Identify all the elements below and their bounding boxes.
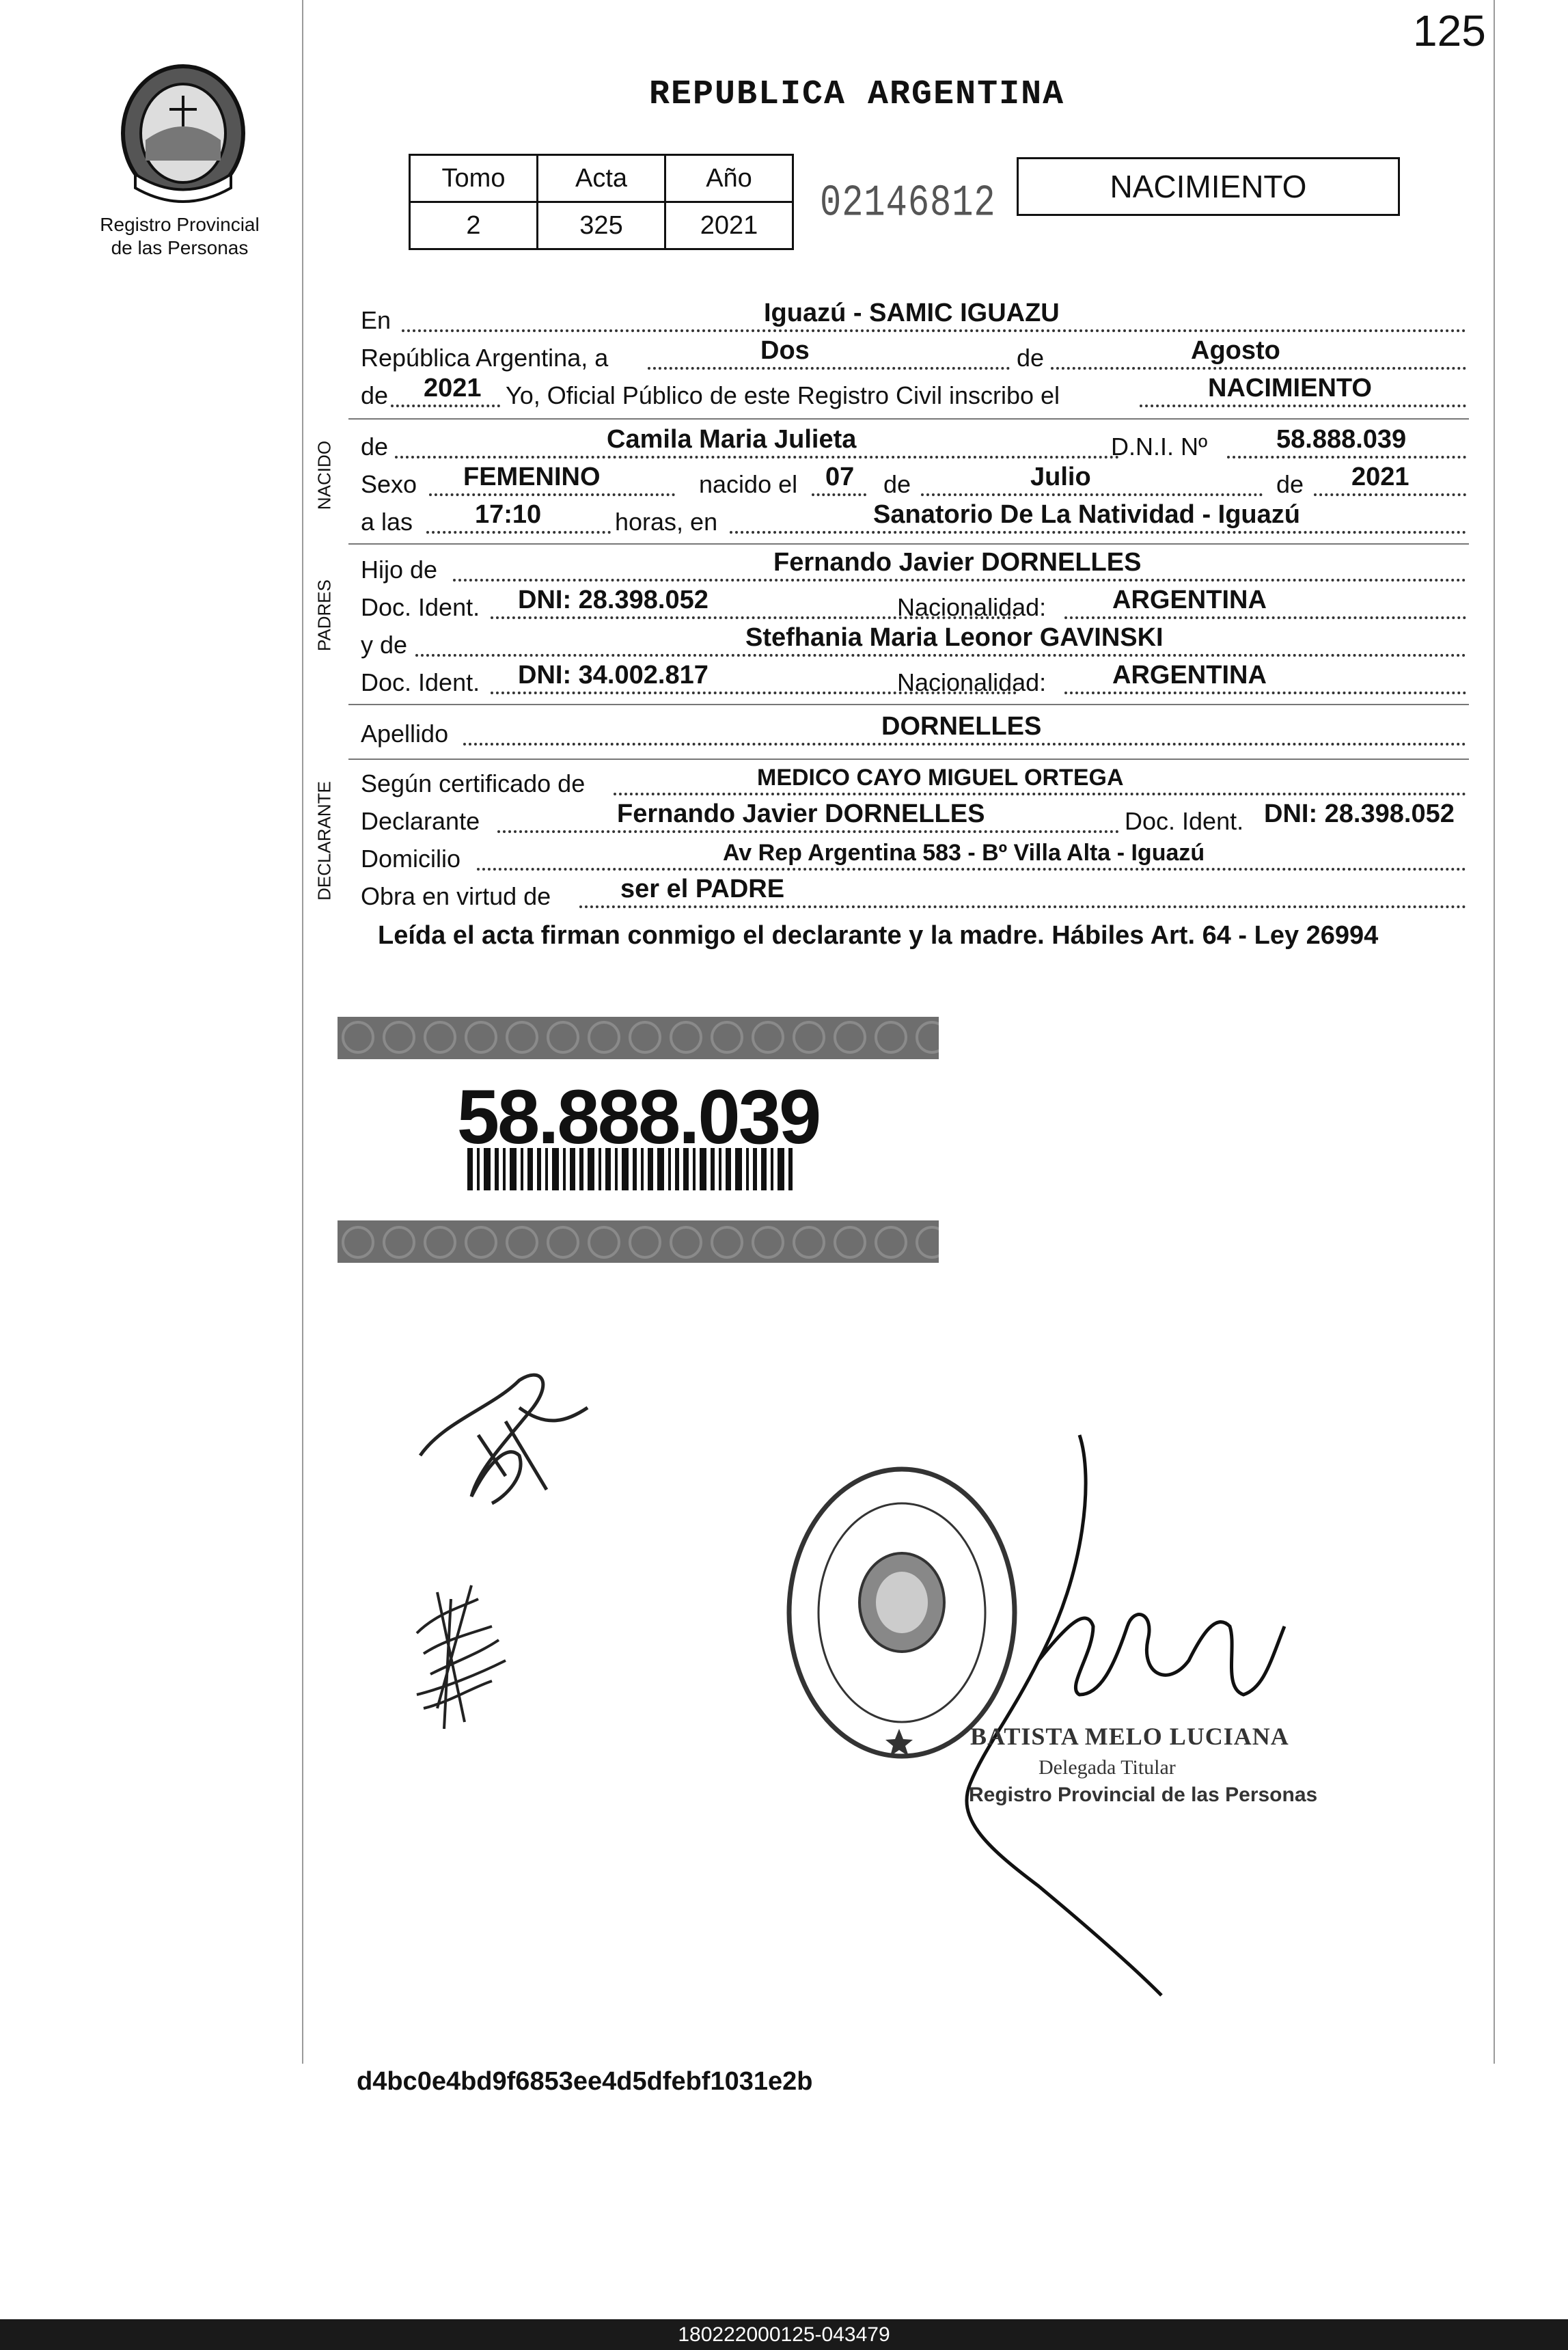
row-apellido: Apellido DORNELLES [361,714,1466,748]
section-label-nacido: NACIDO [314,440,335,510]
row-madre: y de Stefhania Maria Leonor GAVINSKI [361,625,1466,659]
row-madre-doc: Doc. Ident. DNI: 34.002.817 Nacionalidad: ARGENTINA [361,663,1466,697]
row-obra: Obra en virtud de ser el PADRE [361,877,1466,911]
child-dni: 58.888.039 [1276,425,1407,454]
officer-name: BATISTA MELO LUCIANA [970,1723,1289,1750]
header-ano: Año [665,155,793,202]
header-tomo: Tomo [410,155,538,202]
officer-signature [967,1435,1284,1995]
row-certificado: Según certificado de MEDICO CAYO MIGUEL ORTEGA [361,764,1466,798]
row-hora: a las 17:10 horas, en Sanatorio De La Natividad - Iguazú [361,502,1466,536]
row-inscribo: de 2021 Yo, Oficial Público de este Registro Civil inscribo el NACIMIENTO [361,376,1466,410]
provincial-crest-icon [115,58,251,205]
declarant-name: Fernando Javier DORNELLES [617,800,985,828]
officer-role: Delegada Titular [1039,1756,1176,1779]
mother-signature [417,1585,506,1729]
footer-code: 180222000125-043479 [0,2319,1568,2350]
row-sexo: Sexo FEMENINO nacido el 07 de Julio de 2021 [361,465,1466,499]
row-en: En Iguazú - SAMIC IGUAZU [361,301,1466,335]
document-hash: d4bc0e4bd9f6853ee4d5dfebf1031e2b [357,2067,813,2096]
header-acta: Acta [538,155,665,202]
left-margin-line [302,0,303,2064]
officer-org: Registro Provincial de las Personas [969,1784,1318,1806]
place-value: Iguazú - SAMIC IGUAZU [764,299,1060,327]
act-type-box: NACIMIENTO [1017,157,1400,216]
section-label-padres: PADRES [314,579,335,651]
dni-number-card [338,1017,939,1263]
serial-number: 02146812 [820,178,996,229]
right-margin-line [1494,0,1495,2064]
row-padre-doc: Doc. Ident. DNI: 28.398.052 Nacionalidad: ARGENTINA [361,588,1466,622]
register-table [409,154,794,250]
row-domicilio: Domicilio Av Rep Argentina 583 - Bº Villa Alta - Iguazú [361,839,1466,873]
mother-name: Stefhania Maria Leonor GAVINSKI [745,623,1164,652]
issuer-name: Registro Provincial de las Personas [100,214,260,258]
table-header-row [410,155,793,202]
row-declarante: Declarante Fernando Javier DORNELLES Doc. Ident. DNI: 28.398.052 [361,800,1455,835]
child-name: Camila Maria Julieta [607,425,857,454]
value-ano: 2021 [665,202,793,249]
surname: DORNELLES [881,712,1042,741]
page-number: 125 [1413,6,1486,55]
page-title: REPUBLICA ARGENTINA [649,75,1065,114]
value-acta: 325 [538,202,665,249]
section-label-declarante: DECLARANTE [314,781,335,901]
row-padre: Hijo de Fernando Javier DORNELLES [361,550,1466,584]
value-tomo: 2 [410,202,538,249]
declarant-signature [420,1375,588,1503]
signing-note: Leída el acta firman conmigo el declarante y la madre. Hábiles Art. 64 - Ley 26994 [378,921,1379,950]
table-row [410,202,793,249]
row-nacido-nombre: de Camila Maria Julieta D.N.I. Nº 58.888.039 [361,427,1466,461]
dni-card-number: 58.888.039 [456,1074,820,1160]
father-name: Fernando Javier DORNELLES [773,548,1142,577]
official-seal-icon [789,1469,1015,1756]
row-fecha: República Argentina, a Dos de Agosto [361,338,1466,372]
